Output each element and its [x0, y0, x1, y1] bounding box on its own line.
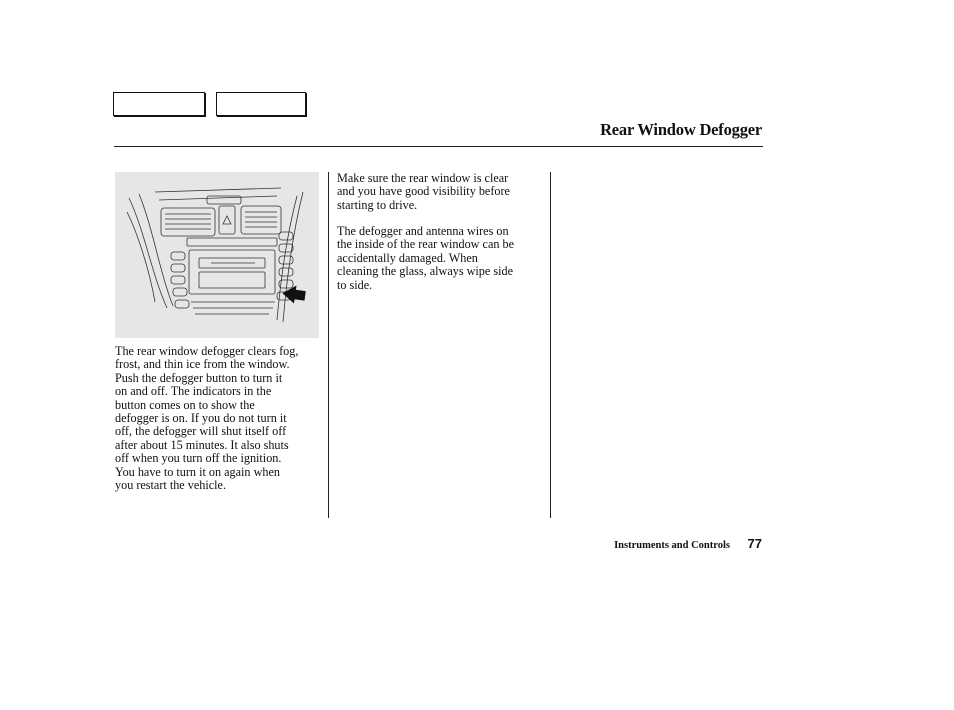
page-number: 77 — [747, 536, 762, 551]
console-illustration — [115, 172, 319, 338]
nav-next-button[interactable] — [216, 92, 306, 116]
wire-caution-note: The defogger and antenna wires on the inside of the rear window can be accidentally damaged. When cleaning the glass, always wipe side to side. — [337, 224, 514, 292]
nav-previous-button[interactable] — [113, 92, 205, 116]
column-divider — [328, 172, 329, 518]
title-rule — [114, 146, 763, 147]
footer-section-title: Instruments and Controls — [614, 540, 730, 551]
page-title: Rear Window Defogger — [600, 120, 762, 139]
dashboard-console-drawing — [115, 172, 319, 338]
column-divider — [550, 172, 551, 518]
defogger-description: The rear window defogger clears fog, frost, and thin ice from the window. Push the defogger button to turn it on and off. The indicators in the button comes on to show the defogger is on. If you do not turn it off, the defogger will shut itself off after about 15 minutes. It also shuts off when you turn off the ignition. You have to turn it on again when you restart the vehicle. — [115, 344, 299, 493]
visibility-note: Make sure the rear window is clear and you have good visibility before starting to drive. — [337, 171, 510, 212]
